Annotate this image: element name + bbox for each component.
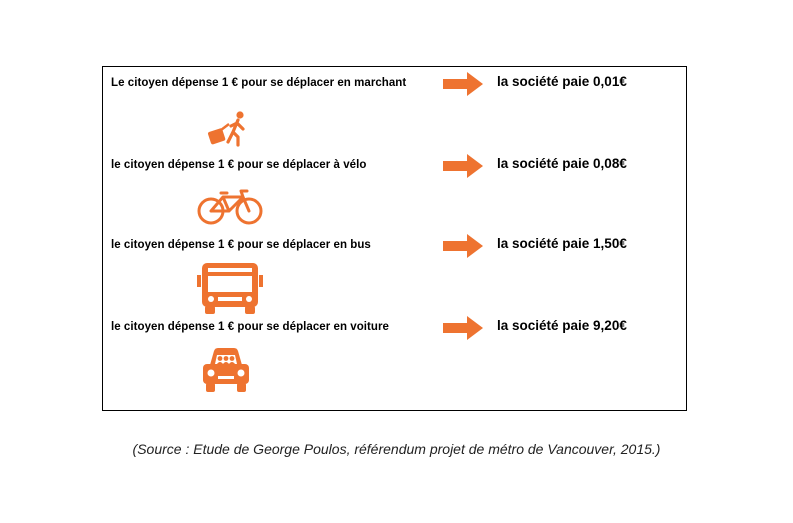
bicycle-icon: [195, 187, 265, 227]
source-caption: (Source : Etude de George Poulos, référendum projet de métro de Vancouver, 2015.): [132, 441, 661, 457]
row-bus: [103, 236, 686, 319]
row-bicycle: [103, 156, 686, 239]
cost-bus: la société paie 1,50€: [497, 236, 627, 251]
arrow-right-icon: [443, 72, 483, 96]
cost-bicycle: la société paie 0,08€: [497, 156, 627, 171]
row-walking: [103, 74, 686, 157]
bus-icon: [196, 261, 264, 315]
statement-bus: le citoyen dépense 1 € pour se déplacer en bus: [111, 239, 371, 251]
infographic-frame: [102, 66, 687, 411]
statement-bicycle: le citoyen dépense 1 € pour se déplacer à vélo: [111, 159, 367, 171]
row-car: [103, 318, 686, 401]
car-with-passengers-icon: [201, 343, 251, 395]
arrow-right-icon: [443, 234, 483, 258]
cost-car: la société paie 9,20€: [497, 318, 627, 333]
arrow-right-icon: [443, 316, 483, 340]
statement-walking: Le citoyen dépense 1 € pour se déplacer en marchant: [111, 77, 407, 89]
arrow-right-icon: [443, 154, 483, 178]
walking-person-with-suitcase-icon: [207, 110, 251, 148]
cost-walking: la société paie 0,01€: [497, 74, 627, 89]
statement-car: le citoyen dépense 1 € pour se déplacer en voiture: [111, 321, 389, 333]
